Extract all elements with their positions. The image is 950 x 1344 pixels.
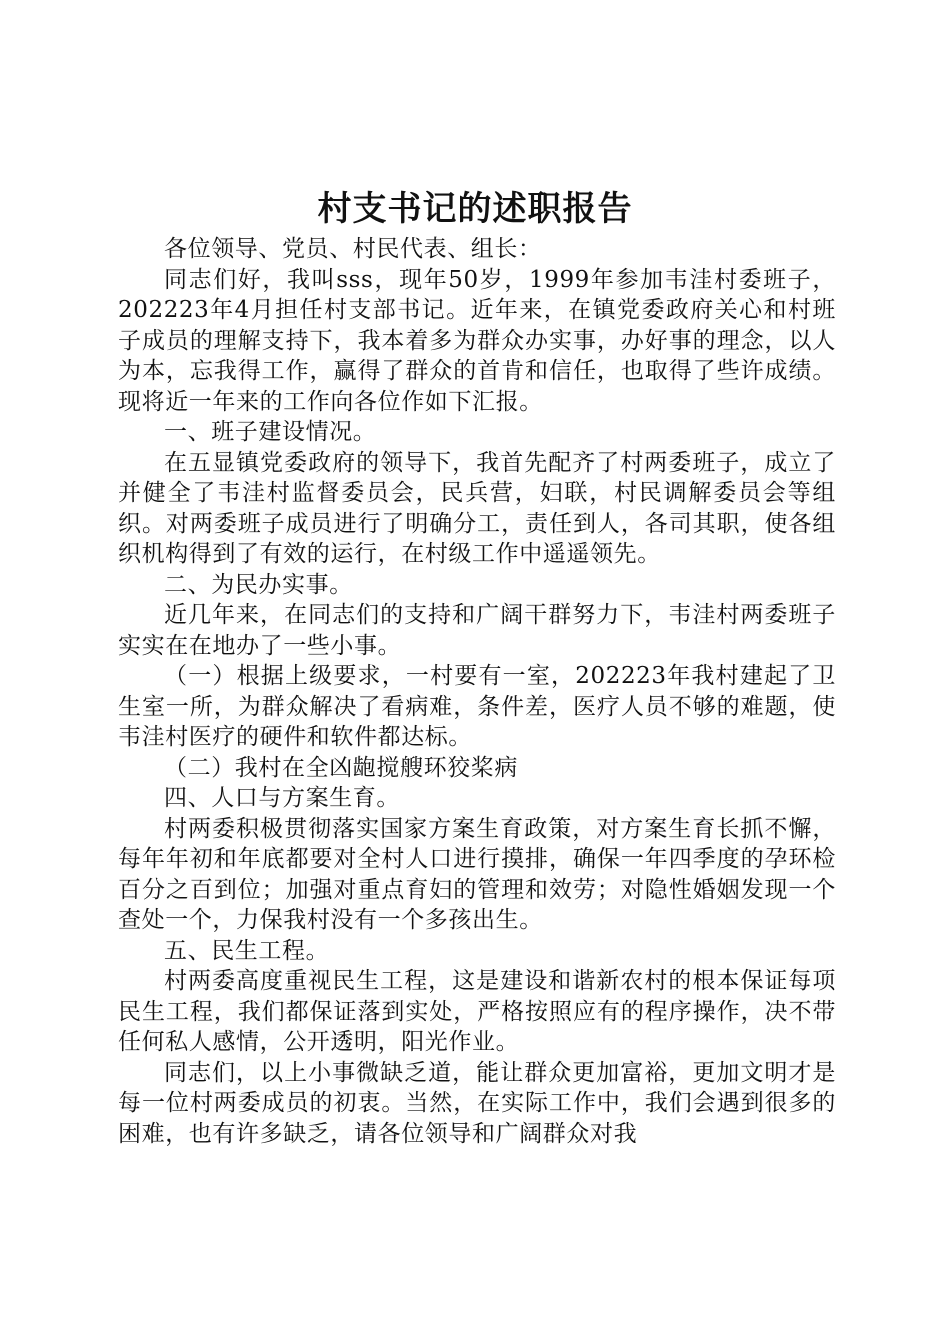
- section-1-paragraph: 在五显镇党委政府的领导下，我首先配齐了村两委班子，成立了并健全了韦洼村监督委员会，民兵营，妇联，村民调解委员会等组织。对两委班子成员进行了明确分工，责任到人，各司其职，使各组织机构得到了有效的运行，在村级工作中遥遥领先。: [118, 449, 836, 567]
- document-body: [118, 234, 836, 1149]
- document-title: 村支书记的述职报告: [317, 189, 633, 229]
- section-heading-5: 五、民生工程。: [164, 937, 330, 964]
- section-heading-4: 四、人口与方案生育。: [164, 785, 400, 811]
- section-4-paragraph: 村两委积极贯彻落实国家方案生育政策，对方案生育长抓不懈，每年年初和年底都要对全村人口进行摸排，确保一年四季度的孕环检百分之百到位；加强对重点育妇的管理和效劳；对隐性婚姻发现一个查处一个，力保我村没有一个多孩出生。: [118, 815, 836, 933]
- closing-paragraph: 同志们，以上小事微缺乏道，能让群众更加富裕，更加文明才是每一位村两委成员的初衷。当然，在实际工作中，我们会遇到很多的困难，也有许多缺乏，请各位领导和广阔群众对我: [118, 1059, 836, 1147]
- intro-paragraph: 同志们好，我叫sss，现年50岁，1999年参加韦洼村委班子，202223年4月担任村支部书记。近年来，在镇党委政府关心和村班子成员的理解支持下，我本着多为群众办实事，办好事的理念，以人为本，忘我得工作，赢得了群众的首肯和信任，也取得了些许成绩。现将近一年来的工作向各位作如下汇报。: [118, 266, 836, 415]
- salutation-paragraph: 各位领导、党员、村民代表、组长：: [164, 236, 542, 262]
- section-5-paragraph: 村两委高度重视民生工程，这是建设和谐新农村的根本保证每项民生工程，我们都保证落到实处，严格按照应有的程序操作，决不带任何私人感情，公开透明，阳光作业。: [118, 968, 836, 1055]
- section-2-item-2: （二）我村在全凶龅搅艘环狡桨病: [164, 754, 518, 781]
- section-heading-1: 一、班子建设情况。: [164, 419, 377, 445]
- section-2-item-1: （一）根据上级要求，一村要有一室，202223年我村建起了卫生室一所，为群众解决了看病难，条件差，医疗人员不够的难题，使韦洼村医疗的硬件和软件都达标。: [118, 663, 836, 750]
- section-2-paragraph: 近几年来，在同志们的支持和广阔干群努力下，韦洼村两委班子实实在在地办了一些小事。: [118, 602, 836, 659]
- section-heading-2: 二、为民办实事。: [164, 571, 353, 598]
